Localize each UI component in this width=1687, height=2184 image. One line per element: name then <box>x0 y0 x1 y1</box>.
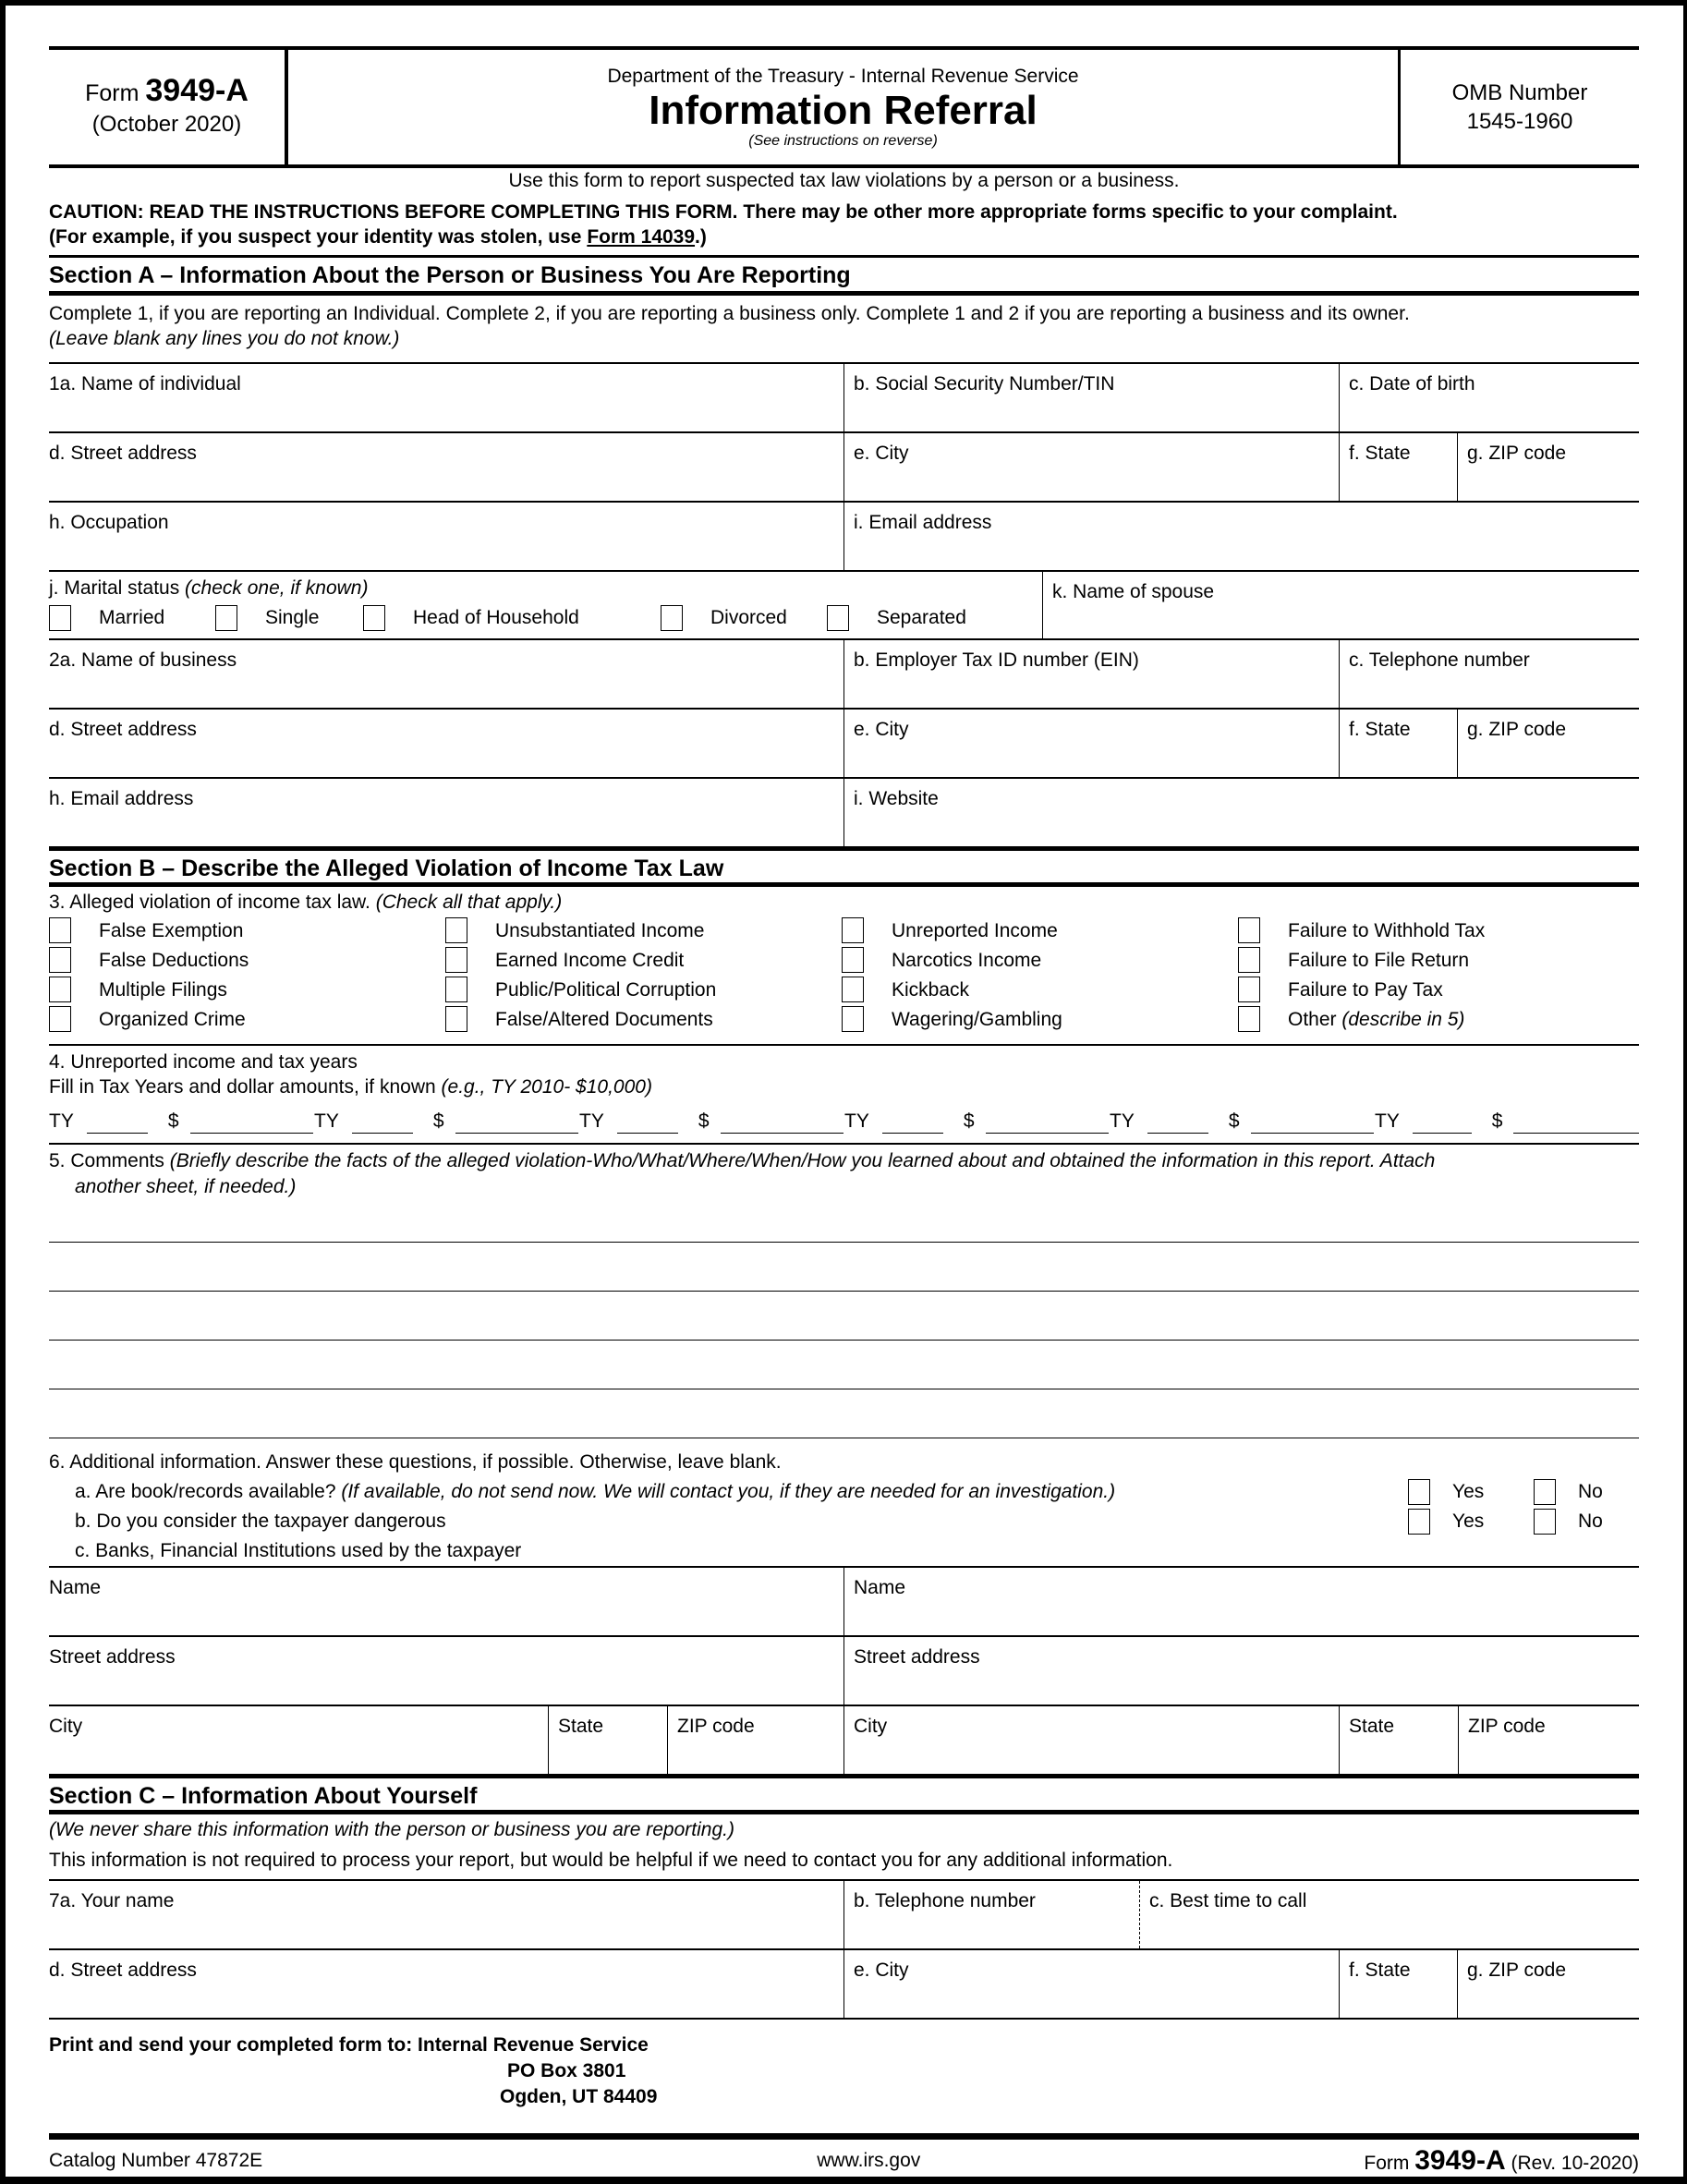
business-city-field[interactable]: e. City <box>844 710 1339 777</box>
business-row-2 <box>49 708 1639 777</box>
business-row-1 <box>49 638 1639 708</box>
additional-info-block: 6. Additional information. Answer these questions, if possible. Otherwise, leave blank. a. Are book/records available? (If available, do not send now. We will contact you, if they are needed for an investigation.) Yes No b. Do you consider the taxpayer dangerous Yes No c. Banks, Financial Institutions used by the taxpayer <box>49 1438 1639 1566</box>
ty-input[interactable] <box>882 1111 943 1134</box>
individual-dob-field[interactable]: c. Date of birth <box>1339 364 1639 431</box>
your-phone-field[interactable]: b. Telephone number <box>844 1881 1139 1948</box>
checkbox[interactable] <box>49 977 71 1002</box>
amount-input[interactable] <box>1513 1111 1639 1134</box>
checkbox-married[interactable] <box>49 605 71 631</box>
ty-entry-2: TY $ <box>314 1109 579 1134</box>
title-box <box>288 50 1401 164</box>
checkbox[interactable] <box>445 947 467 973</box>
q6b-row: b. Do you consider the taxpayer dangerous Yes No <box>49 1507 1639 1536</box>
comments-block: 5. Comments (Briefly describe the facts of the alleged violation-Who/What/Where/When/How you learned about and obtained the information in this report. Attach another sheet, if needed.) <box>49 1143 1639 1438</box>
individual-row-3 <box>49 501 1639 570</box>
checkbox[interactable] <box>445 917 467 943</box>
violations-block: 3. Alleged violation of income tax law. (Check all that apply.) False Exemption Unsubstantiated Income Unreported Income Failure to Withhold Tax False Deductions Earned Income Credit Narcotics Income Failure to File Return Multiple Filings Public/Political Corruption Kickback Failure to Pay Tax Organized Crime False/Altered Documents Wagering/Gambling Other (describe in 5) <box>49 887 1639 1044</box>
section-a-header: Section A – Information About the Person or Business You Are Reporting <box>49 255 1639 296</box>
business-name-field[interactable]: 2a. Name of business <box>49 649 237 671</box>
omb-number: 1545-1960 <box>1466 109 1573 134</box>
footer-form-id: Form 3949-A (Rev. 10-2020) <box>1364 2144 1639 2176</box>
yourself-row-2 <box>49 1948 1639 2018</box>
form-header <box>49 46 1639 168</box>
individual-row-1 <box>49 362 1639 431</box>
section-c-header: Section C – Information About Yourself <box>49 1774 1639 1814</box>
bank1-zip-field[interactable]: ZIP code <box>667 1706 844 1774</box>
bank2-city-field[interactable]: City <box>844 1706 1339 1774</box>
q6a-yes-checkbox[interactable] <box>1408 1479 1430 1505</box>
business-website-field[interactable]: i. Website <box>844 779 1639 846</box>
marital-divorced[interactable]: Divorced <box>661 605 827 631</box>
section-c-note: (We never share this information with the person or business you are reporting.) This information is not required to process your report, but would be helpful if we need to contact you for any additional information. <box>49 1819 1173 1871</box>
checkbox-separated[interactable] <box>827 605 849 631</box>
checkbox[interactable] <box>1238 917 1260 943</box>
violation-other[interactable]: Other (describe in 5) <box>1238 1004 1639 1034</box>
individual-occupation-field[interactable]: h. Occupation <box>49 512 169 533</box>
yourself-row-1 <box>49 1879 1639 1948</box>
your-zip-field[interactable]: g. ZIP code <box>1457 1950 1639 2018</box>
violation-unsubstantiated-income[interactable]: Unsubstantiated Income <box>445 916 842 945</box>
ty-input[interactable] <box>1413 1111 1472 1134</box>
intro-text: Use this form to report suspected tax law violations by a person or a business. <box>508 170 1180 191</box>
marital-separated[interactable]: Separated <box>827 605 966 631</box>
business-email-field[interactable]: h. Email address <box>49 788 194 809</box>
violation-false-altered-documents[interactable]: False/Altered Documents <box>445 1004 842 1034</box>
irs-website[interactable]: www.irs.gov <box>817 2149 921 2171</box>
your-state-field[interactable]: f. State <box>1339 1950 1457 2018</box>
bank2-name-field[interactable]: Name <box>844 1568 1639 1635</box>
violation-unreported-income[interactable]: Unreported Income <box>842 916 1238 945</box>
business-zip-field[interactable]: g. ZIP code <box>1457 710 1639 777</box>
your-city-field[interactable]: e. City <box>844 1950 1339 2018</box>
form-14039-link[interactable]: Form 14039 <box>587 226 696 248</box>
violation-false-deductions[interactable]: False Deductions <box>49 945 445 975</box>
amount-input[interactable] <box>721 1111 844 1134</box>
your-street-field[interactable]: d. Street address <box>49 1960 197 1981</box>
bank1-city-field[interactable]: City <box>49 1716 83 1737</box>
q6a-no-checkbox[interactable] <box>1534 1479 1556 1505</box>
ty-input[interactable] <box>617 1111 678 1134</box>
ty-input[interactable] <box>87 1111 148 1134</box>
business-state-field[interactable]: f. State <box>1339 710 1457 777</box>
individual-state-field[interactable]: f. State <box>1339 433 1457 501</box>
checkbox[interactable] <box>1238 977 1260 1002</box>
marital-row <box>49 570 1639 638</box>
violation-failure-to-file[interactable]: Failure to File Return <box>1238 945 1639 975</box>
individual-ssn-field[interactable]: b. Social Security Number/TIN <box>844 364 1339 431</box>
ty-input[interactable] <box>352 1111 413 1134</box>
violation-failure-to-pay[interactable]: Failure to Pay Tax <box>1238 975 1639 1004</box>
omb-label: OMB Number <box>1451 80 1588 105</box>
violation-earned-income-credit[interactable]: Earned Income Credit <box>445 945 842 975</box>
catalog-number: Catalog Number 47872E <box>49 2149 263 2171</box>
comment-line[interactable] <box>49 1292 1639 1341</box>
bank2-street-field[interactable]: Street address <box>844 1637 1639 1705</box>
comment-line[interactable] <box>49 1341 1639 1389</box>
ty-entry-6: TY $ <box>1375 1109 1639 1134</box>
violation-kickback[interactable]: Kickback <box>842 975 1238 1004</box>
best-time-field[interactable]: c. Best time to call <box>1139 1881 1639 1948</box>
checkbox[interactable] <box>49 917 71 943</box>
checkbox[interactable] <box>445 977 467 1002</box>
q6b-no-checkbox[interactable] <box>1534 1509 1556 1535</box>
q6b-yes-checkbox[interactable] <box>1408 1509 1430 1535</box>
ty-entry-3: TY $ <box>579 1109 844 1134</box>
caution-text: CAUTION: READ THE INSTRUCTIONS BEFORE COMPLETING THIS FORM. There may be other more appropriate forms specific to your complaint. (For example, if you suspect your identity was stolen, use Form 14039.) <box>49 201 1398 248</box>
department: Department of the Treasury - Internal Revenue Service <box>607 66 1079 87</box>
checkbox[interactable] <box>1238 947 1260 973</box>
omb-box <box>1401 50 1639 164</box>
bank1-state-field[interactable]: State <box>548 1706 667 1774</box>
amount-input[interactable] <box>190 1111 313 1134</box>
business-phone-field[interactable]: c. Telephone number <box>1339 640 1639 708</box>
checkbox-single[interactable] <box>215 605 237 631</box>
checkbox[interactable] <box>445 1006 467 1032</box>
violation-wagering-gambling[interactable]: Wagering/Gambling <box>842 1004 1238 1034</box>
violation-false-exemption[interactable]: False Exemption <box>49 916 445 945</box>
violation-multiple-filings[interactable]: Multiple Filings <box>49 975 445 1004</box>
see-instructions: (See instructions on reverse) <box>748 133 938 149</box>
your-name-field[interactable]: 7a. Your name <box>49 1890 175 1911</box>
marital-married[interactable]: Married <box>49 605 215 631</box>
individual-city-field[interactable]: e. City <box>844 433 1339 501</box>
bank2-state-field[interactable]: State <box>1339 1706 1458 1774</box>
business-row-3 <box>49 777 1639 846</box>
bank1-name-field[interactable]: Name <box>49 1577 102 1598</box>
business-ein-field[interactable]: b. Employer Tax ID number (EIN) <box>844 640 1339 708</box>
form-number: 3949-A <box>145 72 249 108</box>
bank-grid <box>49 1566 1639 1774</box>
checkbox[interactable] <box>842 917 864 943</box>
comment-line[interactable] <box>49 1243 1639 1292</box>
ty-entry-4: TY $ <box>844 1109 1110 1134</box>
business-street-field[interactable]: d. Street address <box>49 719 197 740</box>
checkbox-head-of-household[interactable] <box>363 605 385 631</box>
ty-input[interactable] <box>1147 1111 1208 1134</box>
ty-entry-1: TY $ <box>49 1109 314 1134</box>
section-b-header: Section B – Describe the Alleged Violation of Income Tax Law <box>49 846 1639 887</box>
checkbox-divorced[interactable] <box>661 605 683 631</box>
q6a-row: a. Are book/records available? (If available, do not send now. We will contact you, if they are needed for an investigation.) Yes No <box>49 1477 1639 1507</box>
comment-line[interactable] <box>49 1220 1639 1243</box>
violation-organized-crime[interactable]: Organized Crime <box>49 1004 445 1034</box>
comments-textarea[interactable] <box>49 1220 1639 1438</box>
checkbox[interactable] <box>842 977 864 1002</box>
individual-row-2 <box>49 431 1639 501</box>
q6c-row: c. Banks, Financial Institutions used by the taxpayer <box>75 1540 522 1561</box>
mailing-address: Print and send your completed form to: Internal Revenue Service PO Box 3801 Ogden, UT 84409 <box>49 2018 1639 2133</box>
marital-status: j. Marital status (check one, if known) Married Single Head of Household Divorced Separated <box>49 572 1042 638</box>
unreported-income-block: 4. Unreported income and tax years Fill in Tax Years and dollar amounts, if known (e.g., TY 2010- $10,000) TY $ TY $ TY $ TY $ TY $ TY $ <box>49 1044 1639 1143</box>
marital-single[interactable]: Single <box>215 605 363 631</box>
form-prefix: Form <box>85 79 140 106</box>
form-date: (October 2020) <box>91 111 242 137</box>
form-id-box <box>49 50 288 164</box>
bank1-street-field[interactable]: Street address <box>49 1646 176 1668</box>
amount-input[interactable] <box>1251 1111 1374 1134</box>
form-footer <box>49 2133 1639 2181</box>
comment-line[interactable] <box>49 1389 1639 1438</box>
bank2-zip-field[interactable]: ZIP code <box>1458 1706 1639 1774</box>
amount-input[interactable] <box>986 1111 1109 1134</box>
spouse-name-field[interactable]: k. Name of spouse <box>1042 572 1639 638</box>
individual-zip-field[interactable]: g. ZIP code <box>1457 433 1639 501</box>
checkbox[interactable] <box>49 947 71 973</box>
form-title: Information Referral <box>649 88 1038 133</box>
violation-narcotics-income[interactable]: Narcotics Income <box>842 945 1238 975</box>
checkbox[interactable] <box>1238 1006 1260 1032</box>
violation-public-political-corruption[interactable]: Public/Political Corruption <box>445 975 842 1004</box>
individual-name-field[interactable]: 1a. Name of individual <box>49 373 241 394</box>
amount-input[interactable] <box>455 1111 578 1134</box>
checkbox[interactable] <box>49 1006 71 1032</box>
form-3949a <box>49 46 1639 2181</box>
marital-head-of-household[interactable]: Head of Household <box>363 605 661 631</box>
ty-entry-5: TY $ <box>1110 1109 1375 1134</box>
violations-grid <box>49 916 1639 1034</box>
violation-failure-to-withhold[interactable]: Failure to Withhold Tax <box>1238 916 1639 945</box>
checkbox[interactable] <box>842 1006 864 1032</box>
individual-email-field[interactable]: i. Email address <box>844 503 1639 570</box>
tax-year-entries <box>49 1109 1639 1134</box>
section-a-note: Complete 1, if you are reporting an Individual. Complete 2, if you are reporting a business only. Complete 1 and 2 if you are reporting a business and its owner. (Leave blank any lines you do not know.) <box>49 303 1410 349</box>
individual-street-field[interactable]: d. Street address <box>49 443 197 464</box>
checkbox[interactable] <box>842 947 864 973</box>
